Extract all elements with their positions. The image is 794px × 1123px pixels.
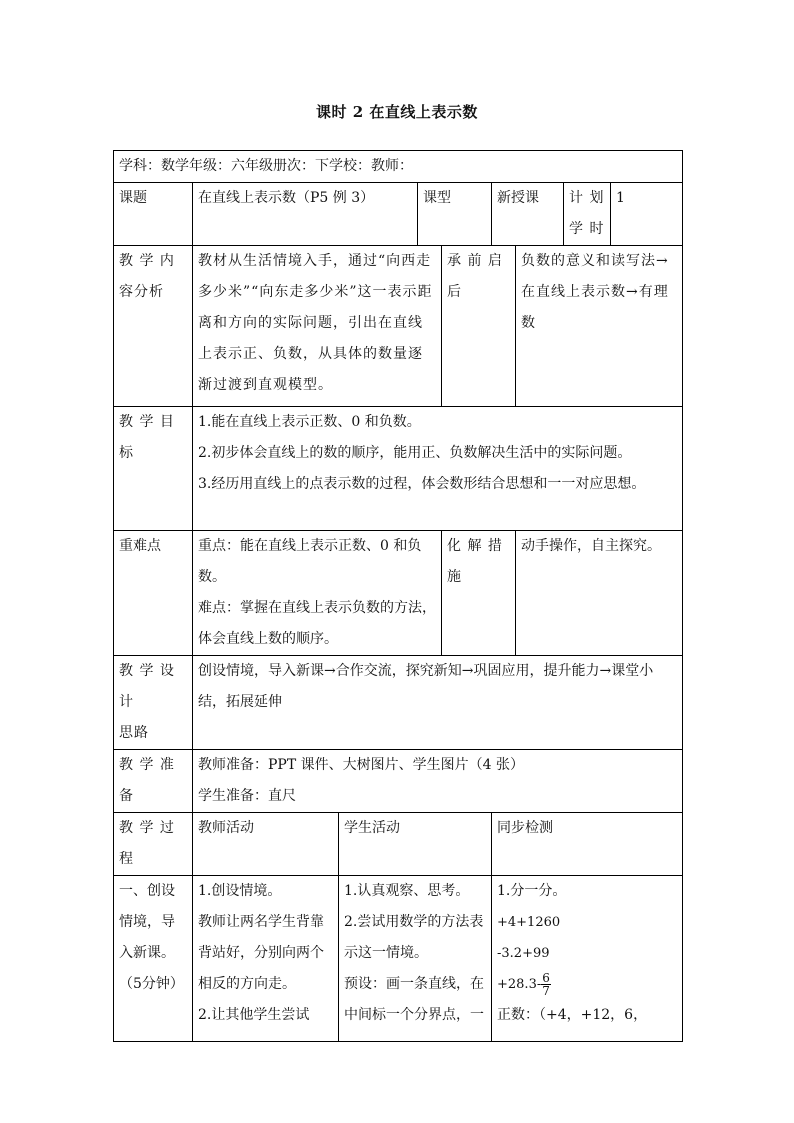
goal-item: 1.能在直线上表示正数、0 和负数。 <box>198 414 421 430</box>
stage-1-student <box>339 876 492 1042</box>
solution-label: 化 解 措 施 <box>442 531 516 656</box>
info-row <box>114 151 683 183</box>
teacher-step: 2.让其他学生尝试 <box>198 1007 310 1023</box>
design-label-line: 思路 <box>119 725 149 741</box>
content-analysis-text: 教材从生活情境入手，通过“向西走多少米”“向东走多少米”这一表示距离和方向的实际问题，引出在直线上表示正、负数，从具体的数量逐渐过渡到直观模型。 <box>193 246 442 407</box>
check-line <box>497 969 677 1000</box>
topic-row <box>114 183 683 246</box>
key-points-label: 重难点 <box>114 531 193 656</box>
goals-label: 教 学 目 标 <box>114 407 193 531</box>
check-line: +4+1260 <box>497 915 561 930</box>
student-activity-header: 学生活动 <box>339 813 492 876</box>
teacher-activity-header: 教师活动 <box>193 813 339 876</box>
key-difficulty: 难点：掌握在直线上表示负数的方法，体会直线上数的顺序。 <box>198 600 436 647</box>
check-line: 正数：（+4，+12，6， <box>497 1007 648 1023</box>
lesson-plan-table <box>113 150 683 1042</box>
stage-1-check <box>492 876 683 1042</box>
continuity-text: 负数的意义和读写法→在直线上表示数→有理数 <box>516 246 683 407</box>
goal-item: 3.经历用直线上的点表示数的过程，体会数形结合思想和一一对应思想。 <box>198 476 646 492</box>
lesson-type-label: 课型 <box>418 183 492 246</box>
student-preparation: 学生准备：直尺 <box>198 788 296 804</box>
info-cell: 学科：数学年级：六年级册次：下学校：教师： <box>114 151 683 183</box>
teacher-preparation: 教师准备：PPT 课件、大树图片、学生图片（4 张） <box>198 757 524 773</box>
planned-hours-value: 1 <box>611 183 683 246</box>
student-step: 1.认真观察、思考。 <box>344 883 470 899</box>
fraction-numerator: 6 <box>542 971 550 985</box>
stage-1-teacher <box>193 876 339 1042</box>
check-line: -3.2+99 <box>497 946 550 961</box>
sync-check-header: 同步检测 <box>492 813 683 876</box>
continuity-label: 承 前 启 后 <box>442 246 516 407</box>
stage-1-row <box>114 876 683 1042</box>
key-focus: 重点：能在直线上表示正数、0 和负数。 <box>198 538 422 585</box>
key-points-row <box>114 531 683 656</box>
design-text: 创设情境，导入新课→合作交流，探究新知→巩固应用，提升能力→课堂小结，拓展延伸 <box>193 656 683 750</box>
goals-row <box>114 407 683 531</box>
goals-cell <box>193 407 683 531</box>
goal-item: 2.初步体会直线上的数的顺序，能用正、负数解决生活中的实际问题。 <box>198 445 632 461</box>
fraction-denominator: 7 <box>542 984 550 998</box>
preparation-row <box>114 750 683 813</box>
lesson-type-value: 新授课 <box>492 183 564 246</box>
planned-hours-label: 计 划 学 时 <box>564 183 611 246</box>
check-line: 1.分一分。 <box>497 883 567 899</box>
teacher-step: 教师让两名学生背靠背站好，分别向两个相反的方向走。 <box>198 914 324 992</box>
solution-text: 动手操作，自主探究。 <box>516 531 683 656</box>
check-line-prefix: +28.3- <box>497 977 542 992</box>
student-step: 预设：画一条直线，在中间标一个分界点，一 <box>344 976 484 1023</box>
preparation-label: 教 学 准 备 <box>114 750 193 813</box>
design-row <box>114 656 683 750</box>
process-header-row <box>114 813 683 876</box>
topic-value: 在直线上表示数（P5 例 3） <box>193 183 418 246</box>
preparation-cell <box>193 750 683 813</box>
key-points-cell <box>193 531 442 656</box>
teacher-step: 1.创设情境。 <box>198 883 282 899</box>
process-label: 教 学 过 程 <box>114 813 193 876</box>
design-label-line: 教 学 设 计 <box>119 663 175 710</box>
stage-1-label: 一、创设情境，导入新课。（5分钟） <box>114 876 193 1042</box>
student-step: 2.尝试用数学的方法表示这一情境。 <box>344 914 484 961</box>
content-analysis-row <box>114 246 683 407</box>
design-label <box>114 656 193 750</box>
fraction <box>541 972 551 997</box>
content-analysis-label: 教 学 内 容分析 <box>114 246 193 407</box>
topic-label: 课题 <box>114 183 193 246</box>
document-title: 课时 2 在直线上表示数 <box>316 103 478 121</box>
